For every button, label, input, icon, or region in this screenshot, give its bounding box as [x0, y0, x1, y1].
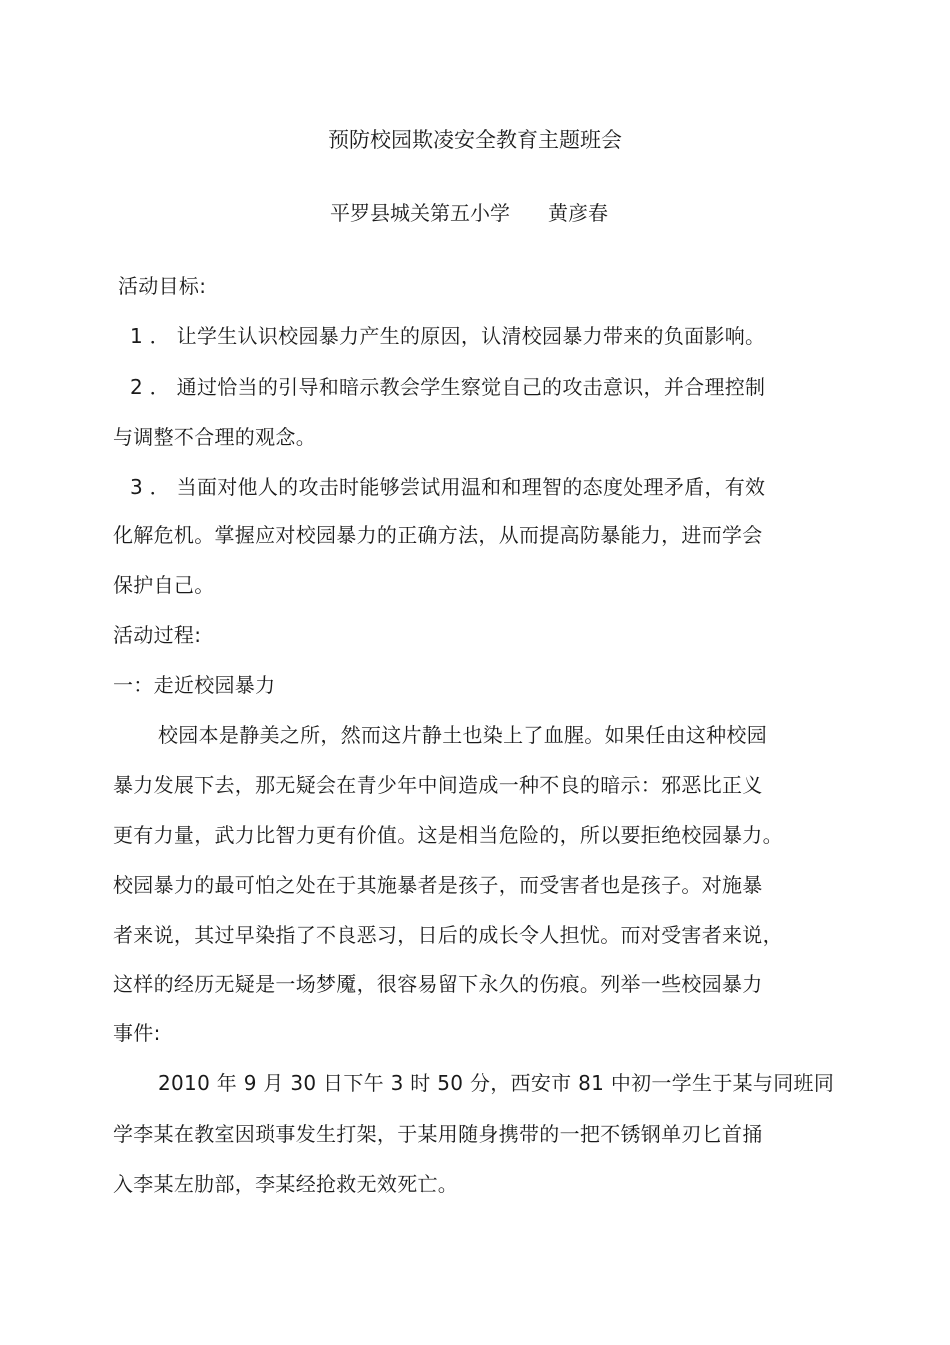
- paragraph-1-line-5: 者来说，其过早染指了不良恶习，日后的成长令人担忧。而对受害者来说，: [113, 923, 783, 947]
- paragraph-2-line-1: 2010 年 9 月 30 日下午 3 时 50 分，西安市 81 中初一学生于某与同班同: [158, 1071, 835, 1095]
- objective-3-line-2: 化解危机。掌握应对校园暴力的正确方法，从而提高防暴能力，进而学会: [113, 523, 763, 547]
- paragraph-2-line-3: 入李某左肋部，李某经抢救无效死亡。: [113, 1172, 459, 1196]
- objective-3-line-1: 3 ． 当面对他人的攻击时能够尝试用温和和理智的态度处理矛盾，有效: [130, 475, 766, 499]
- paragraph-1-line-2: 暴力发展下去，那无疑会在青少年中间造成一种不良的暗示：邪恶比正义: [113, 773, 763, 797]
- paragraph-1-line-7: 事件:: [113, 1021, 161, 1045]
- document-title: 预防校园欺凌安全教育主题班会: [328, 128, 622, 152]
- objective-2-line-2: 与调整不合理的观念。: [113, 425, 316, 449]
- school-name: 平罗县城关第五小学: [330, 201, 510, 225]
- objective-1: 1 ． 让学生认识校园暴力产生的原因，认清校园暴力带来的负面影响。: [130, 324, 766, 348]
- section-1-heading: 一：走近校园暴力: [113, 673, 276, 697]
- paragraph-1-line-3: 更有力量，武力比智力更有价值。这是相当危险的，所以要拒绝校园暴力。: [113, 823, 783, 847]
- paragraph-2-line-2: 学李某在教室因琐事发生打架，于某用随身携带的一把不锈钢单刃匕首捅: [113, 1122, 763, 1146]
- paragraph-1-line-1: 校园本是静美之所，然而这片静土也染上了血腥。如果任由这种校园: [158, 723, 767, 747]
- objective-3-line-3: 保护自己。: [113, 573, 215, 597]
- objectives-heading: 活动目标:: [118, 274, 207, 298]
- byline: [330, 200, 608, 226]
- process-heading: 活动过程:: [113, 623, 202, 647]
- objective-2-line-1: 2 ． 通过恰当的引导和暗示教会学生察觉自己的攻击意识，并合理控制: [130, 375, 766, 399]
- author-name: 黄彦春: [548, 201, 608, 225]
- paragraph-1-line-4: 校园暴力的最可怕之处在于其施暴者是孩子，而受害者也是孩子。对施暴: [113, 873, 763, 897]
- paragraph-1-line-6: 这样的经历无疑是一场梦魇，很容易留下永久的伤痕。列举一些校园暴力: [113, 972, 763, 996]
